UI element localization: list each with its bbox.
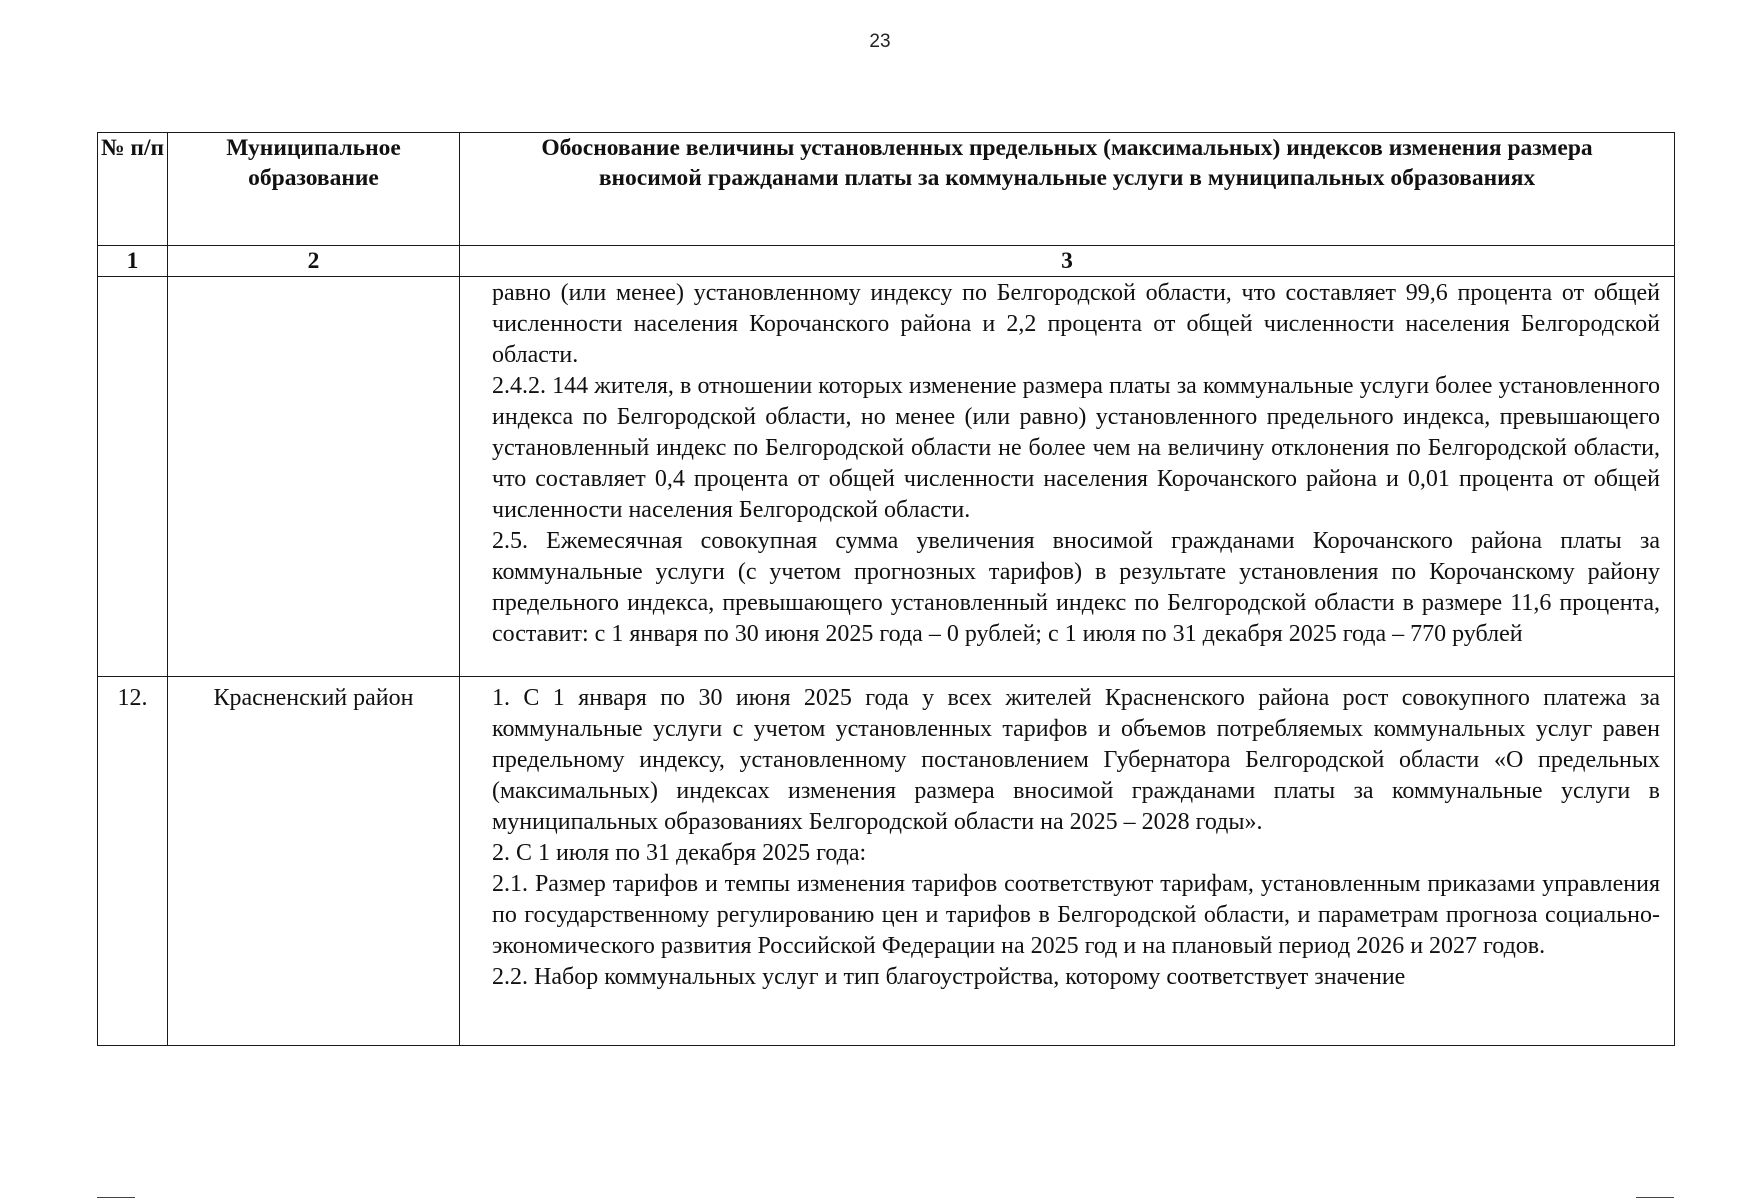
row-municipality	[168, 277, 460, 677]
table-row	[98, 677, 1675, 1046]
column-number: 2	[168, 246, 460, 277]
table-row	[98, 277, 1675, 677]
justification-table	[97, 132, 1675, 1046]
paragraph: 1. С 1 января по 30 июня 2025 года у всех жителей Красненского района рост совокупного платежа за коммунальные услуги с учетом установленных тарифов и объемов потребляемых коммунальных услуг равен предельному индексу, установленному постановлением Губернатора Белгородской области «О предельных (максимальных) индексах изменения размера вносимой гражданами платы за коммунальные услуги в муниципальных образованиях Белгородской области на 2025 – 2028 годы».	[492, 685, 1660, 835]
header-number: № п/п	[98, 133, 168, 246]
paragraph: равно (или менее) установленному индексу по Белгородской области, что составляет 99,6 процента от общей численности населения Корочанского района и 2,2 процента от общей численности населения Белгородской области.	[492, 280, 1660, 368]
row-number: 12.	[98, 677, 168, 1046]
column-number-row	[98, 246, 1675, 277]
table-header-row	[98, 133, 1675, 246]
paragraph: 2.1. Размер тарифов и темпы изменения тарифов соответствуют тарифам, установленным приказами управления по государственному регулированию цен и тарифов в Белгородской области, и параметрам прогноза социально-экономического развития Российской Федерации на 2025 год и на плановый период 2026 и 2027 годов.	[492, 871, 1660, 959]
paragraph: 2.5. Ежемесячная совокупная сумма увеличения вносимой гражданами Корочанского района платы за коммунальные услуги (с учетом прогнозных тарифов) в результате установления по Корочанскому району предельного индекса, превышающего установленный индекс по Белгородской области в размере 11,6 процента, составит: с 1 января по 30 июня 2025 года – 0 рублей; с 1 июля по 31 декабря 2025 года – 770 рублей	[492, 528, 1660, 647]
row-number	[98, 277, 168, 677]
column-number: 1	[98, 246, 168, 277]
header-justification: Обоснование величины установленных предельных (максимальных) индексов изменения размера вносимой гражданами платы за коммунальные услуги в муниципальных образованиях	[460, 133, 1675, 246]
paragraph: 2.2. Набор коммунальных услуг и тип благоустройства, которому соответствует значение	[492, 964, 1406, 990]
row-municipality: Красненский район	[168, 677, 460, 1046]
row-justification	[460, 277, 1675, 677]
column-number: 3	[460, 246, 1675, 277]
paragraph: 2. С 1 июля по 31 декабря 2025 года:	[492, 840, 867, 866]
page-number: 23	[869, 31, 891, 52]
header-municipality: Муниципальное образование	[168, 133, 460, 246]
footer-divider-right	[1636, 1197, 1674, 1198]
footer-divider-left	[97, 1197, 135, 1198]
row-justification	[460, 677, 1675, 1046]
paragraph: 2.4.2. 144 жителя, в отношении которых изменение размера платы за коммунальные услуги более установленного индекса по Белгородской области, но менее (или равно) установленного предельного индекса, превышающего установленный индекс по Белгородской области не более чем на величину отклонения по Белгородской области, что составляет 0,4 процента от общей численности населения Корочанского района и 0,01 процента от общей численности населения Белгородской области.	[492, 373, 1660, 523]
